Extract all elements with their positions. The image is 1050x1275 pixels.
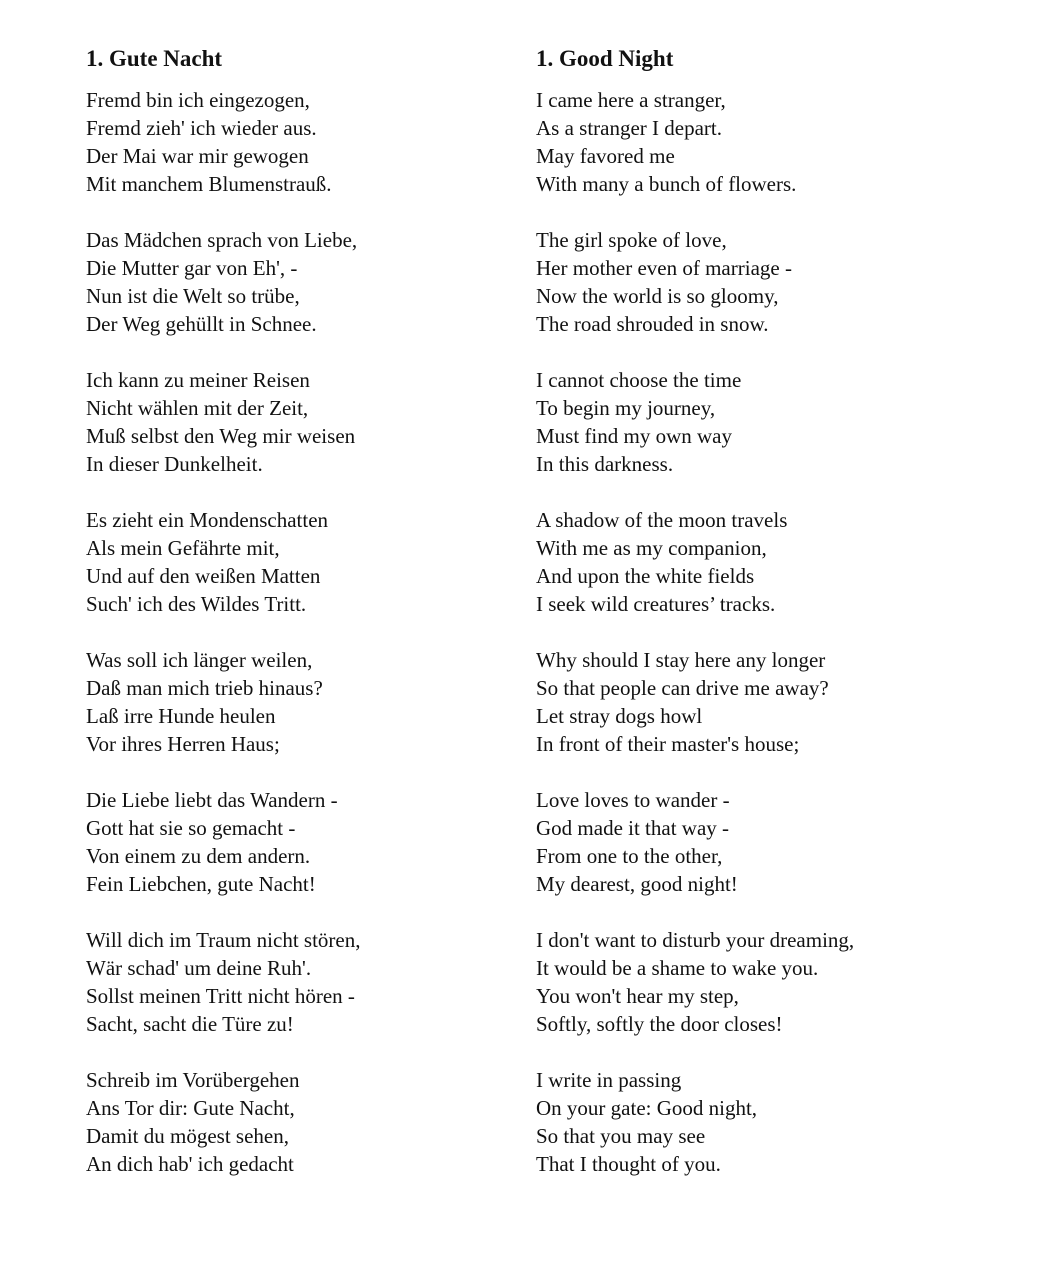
english-stanza xyxy=(536,86,966,198)
english-verse-line: In this darkness. xyxy=(536,452,674,476)
german-verse-line: Mit manchem Blumenstrauß. xyxy=(86,172,332,196)
german-stanza xyxy=(86,86,516,198)
german-verse-line: Die Liebe liebt das Wandern - xyxy=(86,788,338,812)
german-verse-line: Nicht wählen mit der Zeit, xyxy=(86,396,309,420)
german-title: 1. Gute Nacht xyxy=(86,46,223,71)
english-verse-line: May favored me xyxy=(536,144,675,168)
german-verse-line: Laß irre Hunde heulen xyxy=(86,704,276,728)
english-verse-line: The girl spoke of love, xyxy=(536,228,727,252)
english-verse-line: Love loves to wander - xyxy=(536,788,730,812)
english-verse-line: My dearest, good night! xyxy=(536,872,738,896)
english-verse-line: A shadow of the moon travels xyxy=(536,508,788,532)
german-verse-line: Fein Liebchen, gute Nacht! xyxy=(86,872,316,896)
german-verse-line: Der Mai war mir gewogen xyxy=(86,144,309,168)
english-verse-line: I came here a stranger, xyxy=(536,88,726,112)
english-verse-line: I cannot choose the time xyxy=(536,368,742,392)
german-verse-line: Wär schad' um deine Ruh'. xyxy=(86,956,312,980)
german-verse-line: Fremd zieh' ich wieder aus. xyxy=(86,116,317,140)
german-stanza xyxy=(86,366,516,478)
english-verse-line: So that people can drive me away? xyxy=(536,676,829,700)
english-verse-line: From one to the other, xyxy=(536,844,723,868)
german-verse-line: Ans Tor dir: Gute Nacht, xyxy=(86,1096,295,1120)
german-stanza xyxy=(86,646,516,758)
english-stanza xyxy=(536,366,966,478)
german-verse-line: Sacht, sacht die Türe zu! xyxy=(86,1012,294,1036)
german-verse-line: In dieser Dunkelheit. xyxy=(86,452,263,476)
english-verse-line: Softly, softly the door closes! xyxy=(536,1012,783,1036)
english-verse-line: Must find my own way xyxy=(536,424,732,448)
german-verse-line: Und auf den weißen Matten xyxy=(86,564,321,588)
english-verse-line: Why should I stay here any longer xyxy=(536,648,826,672)
english-verse-line: In front of their master's house; xyxy=(536,732,800,756)
german-verse-line: Nun ist die Welt so trübe, xyxy=(86,284,300,308)
german-stanzas xyxy=(86,86,516,1178)
english-stanza xyxy=(536,1066,966,1178)
german-verse-line: Gott hat sie so gemacht - xyxy=(86,816,296,840)
german-verse-line: Muß selbst den Weg mir weisen xyxy=(86,424,356,448)
german-verse-line: Die Mutter gar von Eh', - xyxy=(86,256,298,280)
english-verse-line: With many a bunch of flowers. xyxy=(536,172,797,196)
german-verse-line: Der Weg gehüllt in Schnee. xyxy=(86,312,317,336)
german-verse-line: Sollst meinen Tritt nicht hören - xyxy=(86,984,355,1008)
english-verse-line: I write in passing xyxy=(536,1068,682,1092)
english-stanzas xyxy=(536,86,966,1178)
german-verse-line: Ich kann zu meiner Reisen xyxy=(86,368,310,392)
german-verse-line: Als mein Gefährte mit, xyxy=(86,536,280,560)
english-verse-line: Let stray dogs howl xyxy=(536,704,703,728)
german-verse-line: Damit du mögest sehen, xyxy=(86,1124,289,1148)
german-verse-line: Daß man mich trieb hinaus? xyxy=(86,676,323,700)
english-verse-line: You won't hear my step, xyxy=(536,984,739,1008)
english-verse-line: On your gate: Good night, xyxy=(536,1096,758,1120)
english-stanza xyxy=(536,646,966,758)
english-verse-line: Her mother even of marriage - xyxy=(536,256,792,280)
english-verse-line: That I thought of you. xyxy=(536,1152,721,1176)
german-stanza xyxy=(86,506,516,618)
english-verse-line: God made it that way - xyxy=(536,816,730,840)
english-verse-line: To begin my journey, xyxy=(536,396,716,420)
german-verse-line: Das Mädchen sprach von Liebe, xyxy=(86,228,358,252)
english-verse-line: Now the world is so gloomy, xyxy=(536,284,779,308)
german-stanza xyxy=(86,786,516,898)
german-verse-line: Vor ihres Herren Haus; xyxy=(86,732,280,756)
german-stanza xyxy=(86,1066,516,1178)
german-stanza xyxy=(86,926,516,1038)
english-verse-line: It would be a shame to wake you. xyxy=(536,956,819,980)
english-verse-line: With me as my companion, xyxy=(536,536,767,560)
english-verse-line: I don't want to disturb your dreaming, xyxy=(536,928,855,952)
german-verse-line: Fremd bin ich eingezogen, xyxy=(86,88,310,112)
german-stanza xyxy=(86,226,516,338)
german-verse-line: Was soll ich länger weilen, xyxy=(86,648,313,672)
german-verse-line: Will dich im Traum nicht stören, xyxy=(86,928,361,952)
english-stanza xyxy=(536,226,966,338)
german-verse-line: Such' ich des Wildes Tritt. xyxy=(86,592,307,616)
english-verse-line: As a stranger I depart. xyxy=(536,116,723,140)
german-verse-line: An dich hab' ich gedacht xyxy=(86,1152,294,1176)
english-verse-line: The road shrouded in snow. xyxy=(536,312,769,336)
english-verse-line: So that you may see xyxy=(536,1124,706,1148)
english-verse-line: I seek wild creatures’ tracks. xyxy=(536,592,776,616)
german-verse-line: Von einem zu dem andern. xyxy=(86,844,311,868)
english-stanza xyxy=(536,506,966,618)
english-stanza xyxy=(536,786,966,898)
english-title: 1. Good Night xyxy=(536,46,674,71)
english-column xyxy=(536,44,966,1206)
german-column xyxy=(86,44,516,1206)
german-verse-line: Es zieht ein Mondenschatten xyxy=(86,508,329,532)
english-verse-line: And upon the white fields xyxy=(536,564,755,588)
english-stanza xyxy=(536,926,966,1038)
german-verse-line: Schreib im Vorübergehen xyxy=(86,1068,300,1092)
